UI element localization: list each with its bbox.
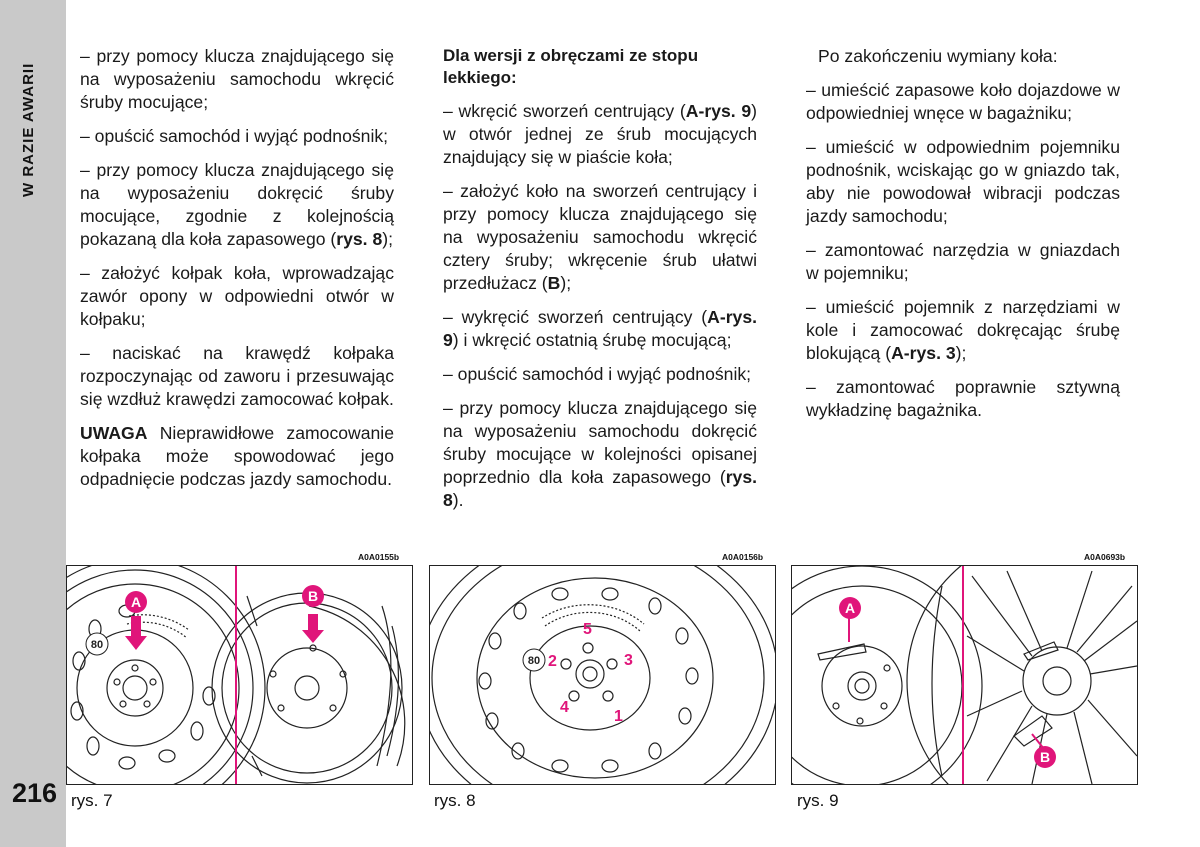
paragraph: – założyć koło na sworzeń centrujący i przy pomocy klucza znajdującego się na wyposażeniu samochodu wkręcić cztery śruby; wkręcenie śrub ułatwi przedłużacz (B); [443,181,757,293]
text-column-3 [806,45,1120,433]
figure-reference: A-rys. 3 [891,343,956,363]
callout-label-a: A [844,600,856,616]
paragraph: – wkręcić sworzeń centrujący (A-rys. 9) w otwór jednej ze śrub mocujących znajdujący się w piaście koła; [443,101,757,167]
figure-reference: rys. 8 [336,229,383,249]
figure-reference: A-rys. 9 [685,101,752,121]
paragraph: – przy pomocy klucza znajdującego się na wyposażeniu samochodu dokręcić śruby mocujące w kolejności opisanej poprzednio dla koła zapasowego (rys. 8). [443,398,757,510]
figure-caption: rys. 7 [71,791,113,810]
figure-caption: rys. 9 [797,791,839,810]
paragraph: – opuścić samochód i wyjąć podnośnik; [80,126,389,146]
text-column-1 [80,45,394,502]
warning-note: UWAGA Nieprawidłowe zamocowanie kołpaka może spowodować jego odpadnięcie podczas jazdy samochodu. [80,423,394,489]
section-heading: Dla wersji z obręczami ze stopu lekkiego: [443,46,699,87]
paragraph: – założyć kołpak koła, wprowadzając zawór opony w odpowiedni otwór w kołpaku; [80,263,394,329]
page-number: 216 [12,778,58,808]
warning-label: UWAGA [80,423,148,443]
text-column-2 [443,45,757,523]
sequence-number-2: 2 [548,653,557,670]
section-label: W RAZIE AWARII [20,62,37,198]
paragraph: – opuścić samochód i wyjąć podnośnik; [443,364,752,384]
figure-code: A0A0693b [1084,552,1126,562]
figure-rys-8 [429,565,776,785]
sequence-number-4: 4 [560,699,569,716]
figure-rys-9 [791,565,1138,785]
callout-label-b: B [307,588,319,604]
figure-reference: B [547,273,561,293]
paragraph: – przy pomocy klucza znajdującego się na wyposażeniu samochodu wkręcić śruby mocujące; [80,46,394,112]
paragraph: – przy pomocy klucza znajdującego się na wyposażeniu dokręcić śruby mocujące, zgodnie z kolejnością pokazaną dla koła zapasowego (rys. 8); [80,160,394,249]
sequence-number-1: 1 [614,708,623,725]
figure-reference: rys. 8 [443,467,757,510]
callout-label-b: B [1039,749,1051,765]
wheel-vent-holes [479,588,698,772]
figure-code: A0A0155b [358,552,400,562]
figure-rys-7 [66,565,413,785]
sequence-number-5: 5 [583,621,592,638]
paragraph: – naciskać na krawędź kołpaka rozpoczynając od zaworu i przesuwając się wzdłuż krawędzi zamocować kołpak. [80,343,394,409]
paragraph: Po zakończeniu wymiany koła: [818,46,1058,66]
paragraph: – wykręcić sworzeń centrujący (A-rys. 9) i wkręcić ostatnią śrubę mocującą; [443,307,757,350]
pointer-arrow-a [125,616,147,650]
paragraph: – umieścić pojemnik z narzędziami w kole i zamocować dokręcając śrubę blokującą (A-rys. 3); [806,297,1120,363]
paragraph: – zamontować poprawnie sztywną wykładzinę bagażnika. [806,377,1120,420]
callout-label-a: A [130,594,142,610]
pointer-arrow-b [302,614,324,643]
figure-reference: A-rys. 9 [443,307,757,350]
speed-badge: 80 [90,639,104,651]
figure-caption: rys. 8 [434,791,476,810]
sequence-number-3: 3 [624,652,633,669]
speed-badge: 80 [527,655,541,667]
paragraph: – umieścić zapasowe koło dojazdowe w odpowiedniej wnęce w bagażniku; [806,80,1120,123]
paragraph: – umieścić w odpowiednim pojemniku podnośnik, wciskając go w gniazdo tak, aby nie powodował wibracji podczas jazdy samochodu; [806,137,1120,226]
paragraph: – zamontować narzędzia w gniazdach w pojemniku; [806,240,1120,283]
figure-code: A0A0156b [722,552,764,562]
